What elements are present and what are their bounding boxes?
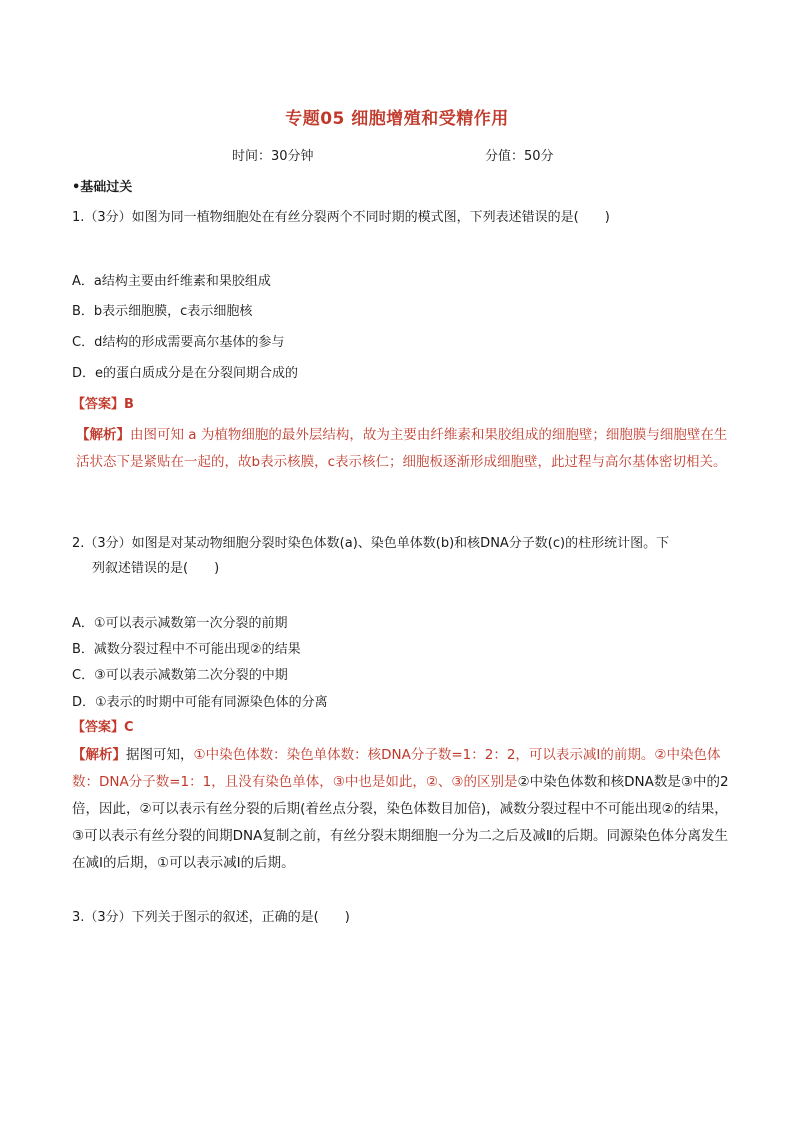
answer-label: 【答案】: [72, 720, 125, 735]
question-2-option-a: A．①可以表示减数第一次分裂的前期: [72, 616, 288, 631]
answer-value: C: [124, 720, 134, 735]
page-title: 专题05 细胞增殖和受精作用: [285, 109, 509, 129]
question-3-stem: 3.（3分）下列关于图示的叙述，正确的是( ): [72, 910, 350, 925]
question-2-option-c: C．③可以表示减数第二次分裂的中期: [72, 668, 288, 683]
question-2-stem-line-2: 列叙述错误的是( ): [92, 561, 220, 576]
analysis-label: 【解析】: [72, 747, 126, 763]
question-2-option-b: B．减数分裂过程中不可能出现②的结果: [72, 642, 301, 657]
question-1-analysis: [76, 422, 730, 476]
analysis-text-highlight: ①中染色体数：染色单体数：核DNA分子数=1：2：2，可以表示减Ⅰ的前期。②中染色体数：DNA分子数=1：1，且没有染色单体，③中也是如此，②、③的区别是: [72, 747, 721, 790]
question-1-option-c: C．d结构的形成需要高尔基体的参与: [72, 335, 285, 350]
analysis-text: 由图可知 a 为植物细胞的最外层结构，故为主要由纤维素和果胶组成的细胞壁；细胞膜与细胞壁在生活状态下是紧贴在一起的，故b表示核膜，c表示核仁；细胞板逐渐形成细胞壁，此过程与高尔基体密切相关。: [76, 427, 728, 470]
question-2-answer: [72, 716, 134, 735]
question-1-option-a: A．a结构主要由纤维素和果胶组成: [72, 274, 271, 289]
question-2-stem-line-1: 2.（3分）如图是对某动物细胞分裂时染色体数(a)、染色单体数(b)和核DNA分子数(c)的柱形统计图。下: [72, 536, 670, 551]
question-1-option-d: D．e的蛋白质成分是在分裂间期合成的: [72, 366, 299, 381]
question-1-option-b: B．b表示细胞膜，c表示细胞核: [72, 304, 253, 319]
section-heading: •基础过关: [72, 180, 133, 195]
question-2-option-d: D．①表示的时期中可能有同源染色体的分离: [72, 695, 328, 710]
time-limit: 时间：30分钟: [232, 149, 314, 164]
question-1-stem: 1.（3分）如图为同一植物细胞处在有丝分裂两个不同时期的模式图，下列表述错误的是( ): [72, 210, 610, 225]
analysis-text-intro: 据图可知，: [126, 747, 194, 763]
analysis-label: 【解析】: [76, 427, 130, 443]
question-2-analysis: [72, 742, 732, 877]
analysis-text-rest: ②中染色体数和核DNA数是③中的2倍，因此，②可以表示有丝分裂的后期(着丝点分裂，染色体数目加倍)，减数分裂过程中不可能出现②的结果，③可以表示有丝分裂的间期DNA复制之前，有丝分裂末期细胞一分为二之后及减Ⅱ的后期。同源染色体分离发生在减Ⅰ的后期，①可以表示减Ⅰ的后期。: [72, 774, 729, 871]
score-total: 分值：50分: [485, 149, 554, 164]
answer-value: B: [124, 397, 134, 412]
question-1-answer: [72, 393, 134, 412]
answer-label: 【答案】: [72, 397, 125, 412]
